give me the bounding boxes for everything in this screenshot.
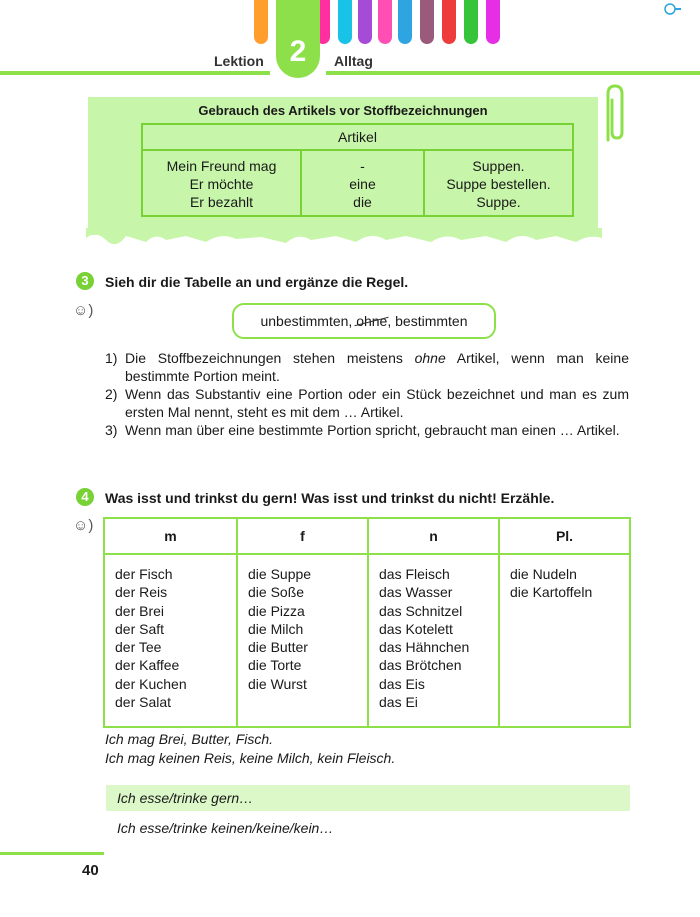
pattern-sentence: Ich esse/trinke keinen/keine/kein… — [117, 820, 334, 836]
color-tab — [442, 0, 456, 44]
vocab-word: das Brötchen — [379, 657, 462, 674]
pattern-sentence: Ich esse/trinke gern… — [117, 790, 254, 806]
vocab-word: der Tee — [115, 639, 162, 656]
vocab-word: die Wurst — [248, 675, 307, 692]
vocab-word: das Fleisch — [379, 566, 450, 582]
vocab-word: die Suppe — [248, 566, 312, 582]
grammar-box-title: Gebrauch des Artikels vor Stoffbezeichnungen — [198, 103, 488, 118]
article-table — [141, 123, 574, 217]
rule-item: 3) Wenn man über eine bestimmte Portion spricht, gebraucht man einen … Artikel. — [105, 422, 620, 438]
vocab-word: die Nudeln — [510, 566, 577, 582]
example-sentence: Ich mag keinen Reis, keine Milch, kein Fleisch. — [105, 750, 396, 766]
color-tab — [378, 0, 392, 44]
header-line-left — [0, 71, 270, 75]
article-col-noun: Suppen. Suppe bestellen. Suppe. — [424, 150, 573, 216]
rule-item: 2) Wenn das Substantiv eine Portion oder ein Stück bezeichnet und man es zum ersten Mal nennt, steht es mit dem … Artikel. — [105, 386, 629, 420]
vocab-word: das Kotelett — [379, 620, 453, 637]
exercise-3-number: 3 — [76, 272, 94, 290]
header-line-right — [326, 71, 700, 75]
rule-list — [105, 349, 629, 439]
vocab-word: der Saft — [115, 620, 165, 637]
publisher-logo-icon — [664, 3, 682, 15]
vocab-header-f: f — [237, 518, 368, 554]
page-number: 40 — [82, 862, 99, 879]
vocab-word: das Eis — [379, 675, 425, 692]
vocab-header-n: n — [368, 518, 499, 554]
color-tab — [486, 0, 500, 44]
article-col-article: - eine die — [301, 150, 424, 216]
vocab-table — [103, 517, 631, 728]
vocab-word: das Ei — [379, 694, 418, 711]
vocab-word: das Hähnchen — [379, 639, 470, 656]
exercise-4-title: Was isst und trinkst du gern! Was isst und trinkst du nicht! Erzähle. — [105, 490, 555, 506]
vocab-col-m — [104, 554, 237, 727]
speaking-icon: ☺) — [73, 517, 94, 534]
vocab-word: das Wasser — [379, 584, 453, 601]
vocab-word: die Milch — [248, 620, 304, 637]
vocab-header-m: m — [104, 518, 237, 554]
vocab-word: die Torte — [248, 657, 302, 674]
vocab-word: die Pizza — [248, 602, 305, 619]
color-tab — [464, 0, 478, 44]
color-tab — [420, 0, 434, 44]
exercise-3-title: Sieh dir die Tabelle an und ergänze die Regel. — [105, 274, 409, 290]
vocab-word: die Butter — [248, 639, 308, 656]
color-tab — [254, 0, 268, 44]
speaking-icon: ☺) — [73, 302, 94, 319]
color-tab — [358, 0, 372, 44]
example-sentence: Ich mag Brei, Butter, Fisch. — [105, 731, 274, 747]
article-table-header: Artikel — [142, 124, 573, 150]
crossed-word: ohne — [356, 313, 388, 329]
vocab-word: die Kartoffeln — [510, 584, 593, 601]
vocab-word: der Kaffee — [115, 657, 180, 674]
color-tab — [338, 0, 352, 44]
vocab-word: das Schnitzel — [379, 602, 463, 619]
vocab-col-n — [368, 554, 499, 727]
vocab-word: die Soße — [248, 584, 305, 601]
vocab-word: der Reis — [115, 584, 168, 601]
vocab-word: der Fisch — [115, 566, 173, 582]
word-bank: unbestimmten, ohne, bestimmten — [232, 303, 496, 339]
rule-item: 1) Die Stoffbezeichnungen stehen meistens ohne Artikel, wenn man keine bestimmte Portion meint. — [105, 350, 629, 384]
lesson-number-badge: 2 — [276, 0, 320, 78]
torn-edge-decoration — [86, 228, 602, 248]
lesson-label: Lektion — [214, 53, 264, 69]
footer-line — [0, 852, 104, 855]
grammar-box — [88, 97, 598, 235]
vocab-word: der Salat — [115, 694, 172, 711]
vocab-col-pl — [499, 554, 630, 727]
article-col-subject: Mein Freund mag Er möchte Er bezahlt — [142, 150, 301, 216]
lesson-title: Alltag — [334, 53, 373, 69]
vocab-col-f — [237, 554, 368, 727]
vocab-word: der Kuchen — [115, 675, 187, 692]
vocab-word: der Brei — [115, 602, 165, 619]
paperclip-icon — [600, 84, 628, 144]
color-tab — [398, 0, 412, 44]
vocab-header-pl: Pl. — [499, 518, 630, 554]
exercise-4-number: 4 — [76, 488, 94, 506]
